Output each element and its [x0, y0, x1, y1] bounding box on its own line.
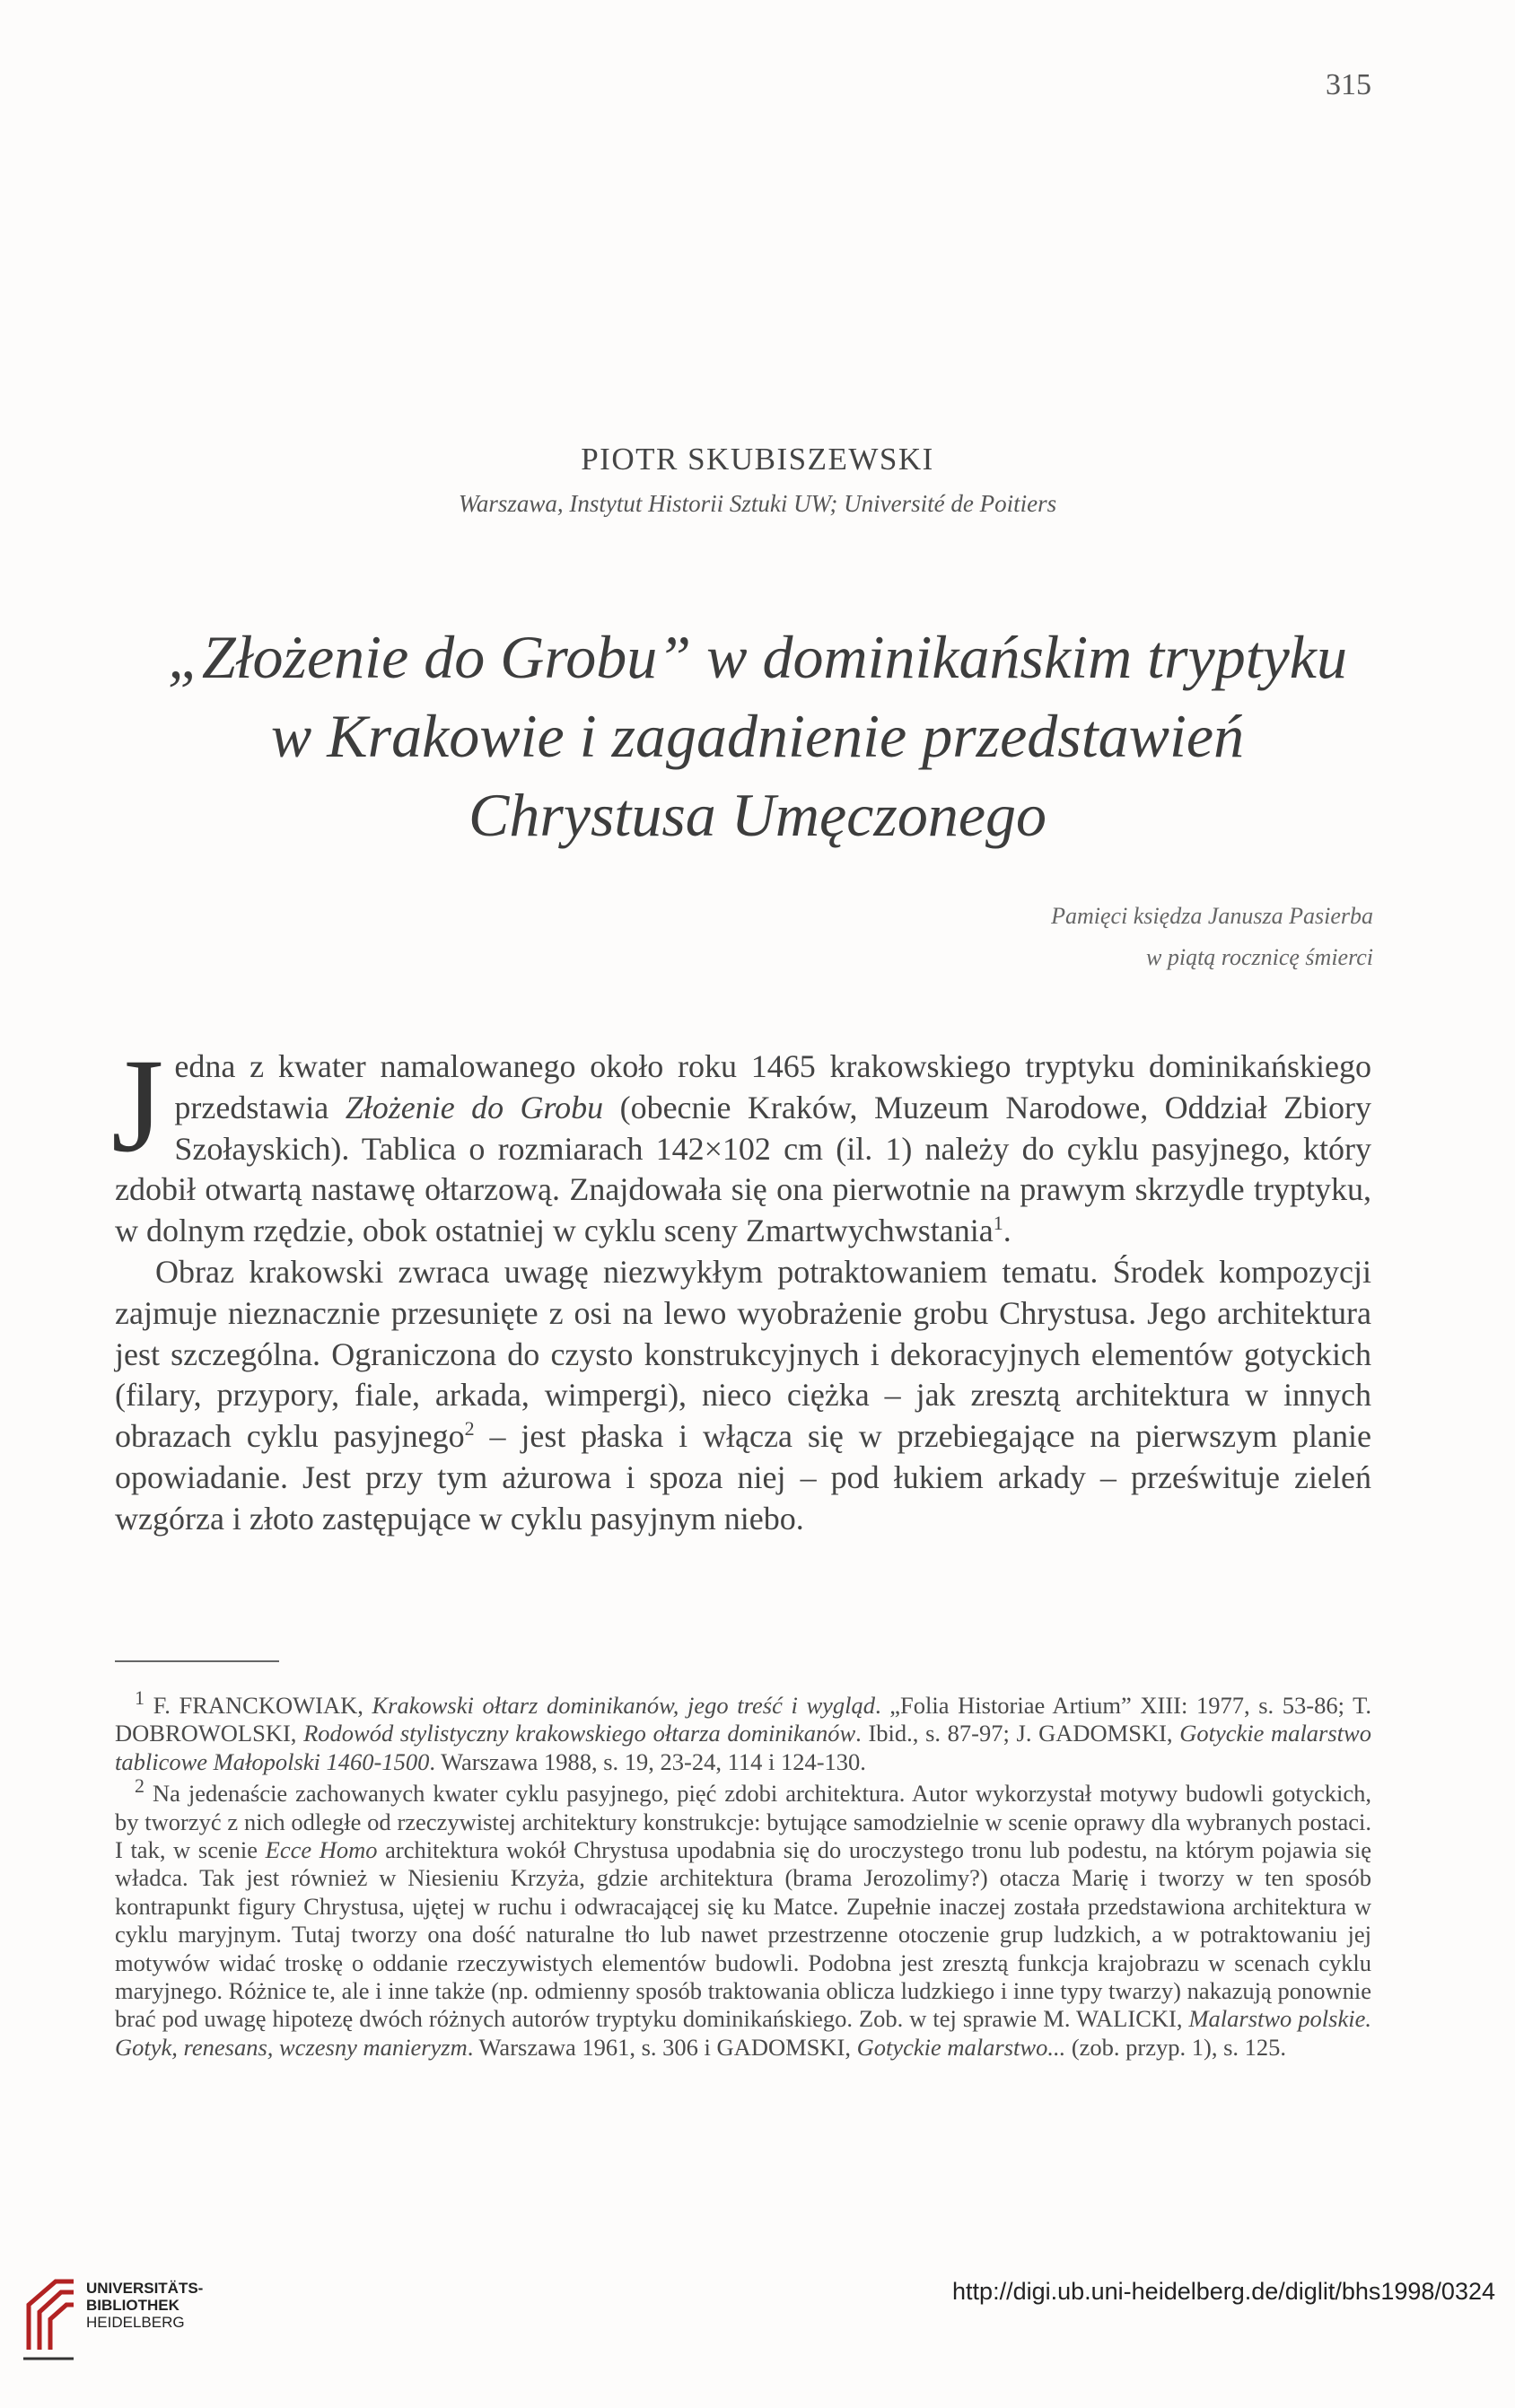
text-run: . Warszawa 1988, s. 19, 23-24, 114 i 124-130. [429, 1747, 866, 1775]
library-name-line: UNIVERSITÄTS- [86, 2280, 204, 2297]
text-run: Obraz krakowski zwraca uwagę niezwykłym potraktowaniem tematu. Środek kompozycji zajmuje nieznacznie przesunięte z osi na lewo wyobrażenie grobu Chrystusa. Jego architektura jest szczególna. Ograniczona do czysto konstrukcyjnych i dekoracyjnych elementów gotyckich (filary, przypory, fiale, arkada, wimpergi), nieco ciężka – jak zresztą architektura w innych obrazach cyklu pasyjnego [115, 1253, 1371, 1455]
title-line: Chrystusa Umęczonego [468, 781, 1047, 849]
author-affiliation: Warszawa, Instytut Historii Sztuki UW; Université de Poitiers [458, 490, 1057, 517]
paragraph-1 [111, 1031, 1372, 1252]
author-name: PIOTR SKUBISZEWSKI [581, 442, 934, 477]
footnote-1 [115, 1686, 1371, 1776]
footnotes [115, 1686, 1371, 2062]
text-run: . [1003, 1213, 1011, 1249]
text-run: (zob. przyp. 1), s. 125. [1065, 2033, 1287, 2061]
italic-title: Rodowód stylistyczny krakowskiego ołtarza dominikanów [303, 1720, 856, 1747]
dedication [745, 896, 1373, 978]
footnote-ref-2[interactable]: 2 [464, 1417, 475, 1440]
footnote-divider [115, 1660, 279, 1662]
source-url-link[interactable]: http://digi.ub.uni-heidelberg.de/diglit/bhs1998/0324 [952, 2278, 1495, 2305]
page-number: 315 [1326, 68, 1371, 101]
italic-title: Gotyckie malarstwo... [856, 2033, 1066, 2061]
text-run: . Warszawa 1961, s. 306 i GADOMSKI, [467, 2033, 857, 2061]
dedication-line: Pamięci księdza Janusza Pasierba [1051, 903, 1373, 929]
footnote-number: 1 [135, 1686, 144, 1710]
library-name-line: BIBLIOTHEK [86, 2297, 180, 2314]
body-text [111, 1031, 1372, 1540]
text-run: . Ibid., s. 87-97; J. GADOMSKI, [855, 1720, 1180, 1747]
dedication-line: w piątą rocznicę śmierci [1146, 944, 1373, 970]
text-run: Na jedenaście zachowanych kwater cyklu pasyjnego, pięć zdobi architektura. Autor wykorzystał motywy budowli gotyckich, by tworzyć z nich odległe od rzeczywistej architektury konstrukcje: bytujące samodzielnie w scenie oprawy dla wybranych postaci. I tak, w scenie [115, 1780, 1371, 1864]
italic-title: Ecce Homo [265, 1836, 378, 1864]
italic-title: Krakowski ołtarz dominikanów, jego treść i wygląd [372, 1692, 876, 1719]
text-run: (obecnie Kraków, Muzeum Narodowe, Oddział Zbiory Szołayskich). Tablica o rozmiarach 142×102 cm (il. 1) należy do cyklu pasyjnego, który zdobił otwartą nastawę ołtarzową. Znajdowała się ona pierwotnie na prawym skrzydle tryptyku, w dolnym rzędzie, obok ostatniej w cyklu sceny Zmartwychwstania [115, 1089, 1372, 1249]
text-run: – jest płaska i włącza się w przebiegające na pierwszym planie opowiadanie. Jest przy tym ażurowa i spoza niej – pod łukiem arkady – prześwituje zieleń wzgórza i złoto zastępujące w cyklu pasyjnym niebo. [115, 1418, 1372, 1537]
text-run: architektura wokół Chrystusa upodabnia się do uroczystego tronu lub podestu, na którym pojawia się władca. Tak jest również w Niesieniu Krzyża, gdzie architektura (brama Jerozolimy?) otacza Marię i tworzy w ten sposób kontrapunkt figury Chrystusa, ujętej w ruchu i odwracającej się ku Matce. Zupełnie inaczej została przedstawiona architektura w cyklu maryjnym. Tutaj tworzy ona dość naturalne tło lub nawet przestrzenne otoczenie grup ludzkich, a w potraktowaniu jej motywów widać troskę o oddanie rzeczywistych elementów budowli. Podobna jest zresztą funkcja krajobrazu w scenach cyklu maryjnego. Różnice te, ale i inne także (np. odmienny sposób traktowania oblicza ludzkiego i inne typy twarzy) nakazują ponownie brać pod uwagę hipotezę dwóch różnych autorów tryptyku dominikańskiego. Zob. w tej sprawie M. WALICKI, [115, 1836, 1371, 2033]
italic-title: Gotyckie malarstwo tablicowe Małopolski 1460-1500 [115, 1720, 1371, 1775]
text-run: edna z kwater namalowanego około roku 1465 krakowskiego tryptyku dominikańskiego przedstawia [174, 1048, 1371, 1125]
library-name-line: HEIDELBERG [86, 2314, 185, 2331]
text-run: F. FRANCKOWIAK, [144, 1692, 372, 1719]
title-line: „Złożenie do Grobu” w dominikańskim tryptyku [168, 623, 1347, 691]
italic-title: Malarstwo polskie. Gotyk, renesans, wczesny manieryzm [115, 2005, 1371, 2061]
paragraph-2 [115, 1252, 1371, 1540]
title-line: w Krakowie i zagadnienie przedstawień [270, 702, 1245, 770]
footnote-2 [115, 1774, 1371, 2062]
footnote-number: 2 [135, 1774, 144, 1798]
italic-title: Złożenie do Grobu [345, 1089, 604, 1125]
library-name [86, 2280, 203, 2331]
drop-cap: J [111, 1031, 164, 1180]
footnote-ref-1[interactable]: 1 [993, 1212, 1003, 1235]
text-run: . „Folia Historiae Artium” XIII: 1977, s. 53-86; T. DOBROWOLSKI, [115, 1692, 1371, 1747]
article-title [0, 617, 1515, 854]
